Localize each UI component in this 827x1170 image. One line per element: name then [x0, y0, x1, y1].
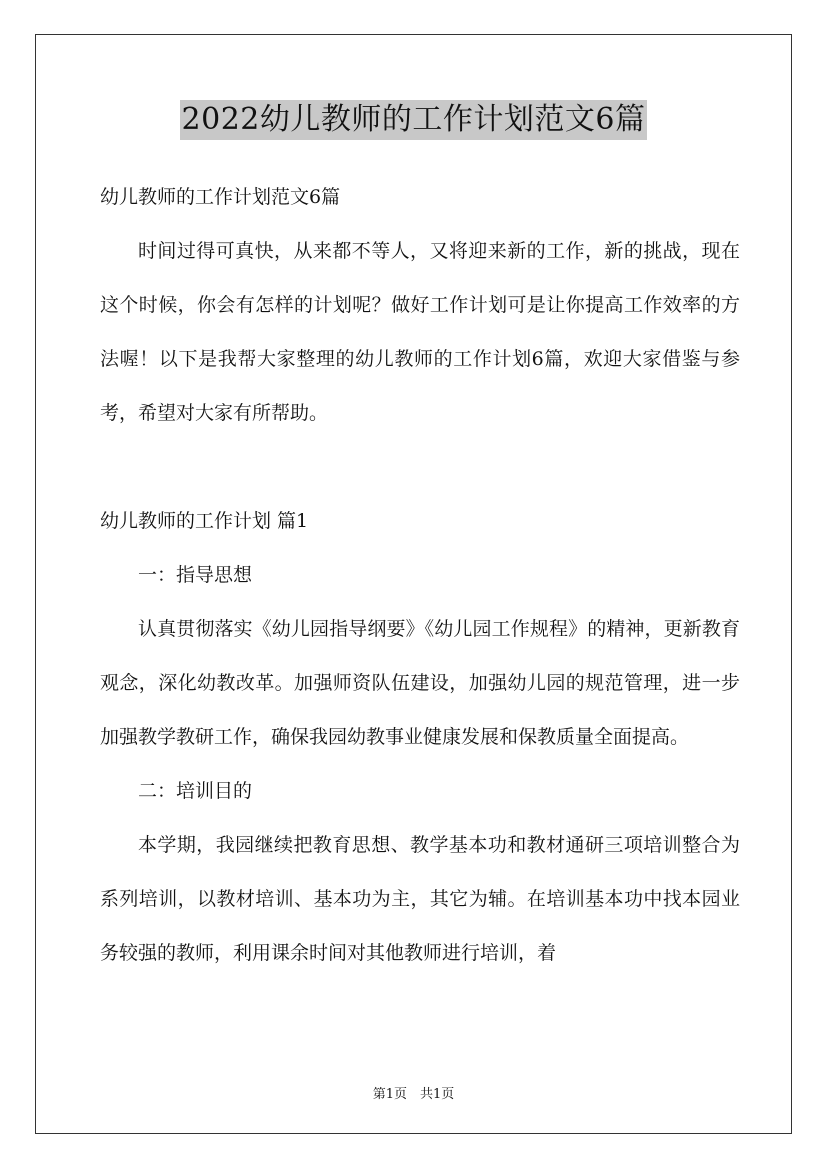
title-container	[0, 100, 827, 140]
point2-paragraph: 本学期，我园继续把教育思想、教学基本功和教材通研三项培训整合为系列培训，以教材培训、基本功为主，其它为辅。在培训基本功中找本园业务较强的教师，利用课余时间对其他教师进行培训，着	[100, 834, 740, 964]
point1-paragraph: 认真贯彻落实《幼儿园指导纲要》《幼儿园工作规程》的精神，更新教育观念，深化幼教改革。加强师资队伍建设，加强幼儿园的规范管理，进一步加强教学教研工作，确保我园幼教事业健康发展和保教质量全面提高。	[100, 618, 740, 748]
point2-heading: 二：培训目的	[138, 780, 253, 802]
page-number: 第1页 共1页	[372, 1087, 455, 1102]
point1-heading: 一：指导思想	[138, 564, 253, 586]
document-title[interactable]: 2022幼儿教师的工作计划范文6篇	[180, 100, 648, 140]
document-subtitle: 幼儿教师的工作计划范文6篇	[100, 186, 341, 208]
intro-paragraph: 时间过得可真快，从来都不等人，又将迎来新的工作，新的挑战，现在这个时候，你会有怎样的计划呢？做好工作计划可是让你提高工作效率的方法喔！以下是我帮大家整理的幼儿教师的工作计划6篇，欢迎大家借鉴与参考，希望对大家有所帮助。	[100, 240, 740, 424]
page-footer	[0, 1083, 827, 1102]
section-heading: 幼儿教师的工作计划 篇1	[100, 510, 309, 532]
document-body	[100, 170, 740, 980]
